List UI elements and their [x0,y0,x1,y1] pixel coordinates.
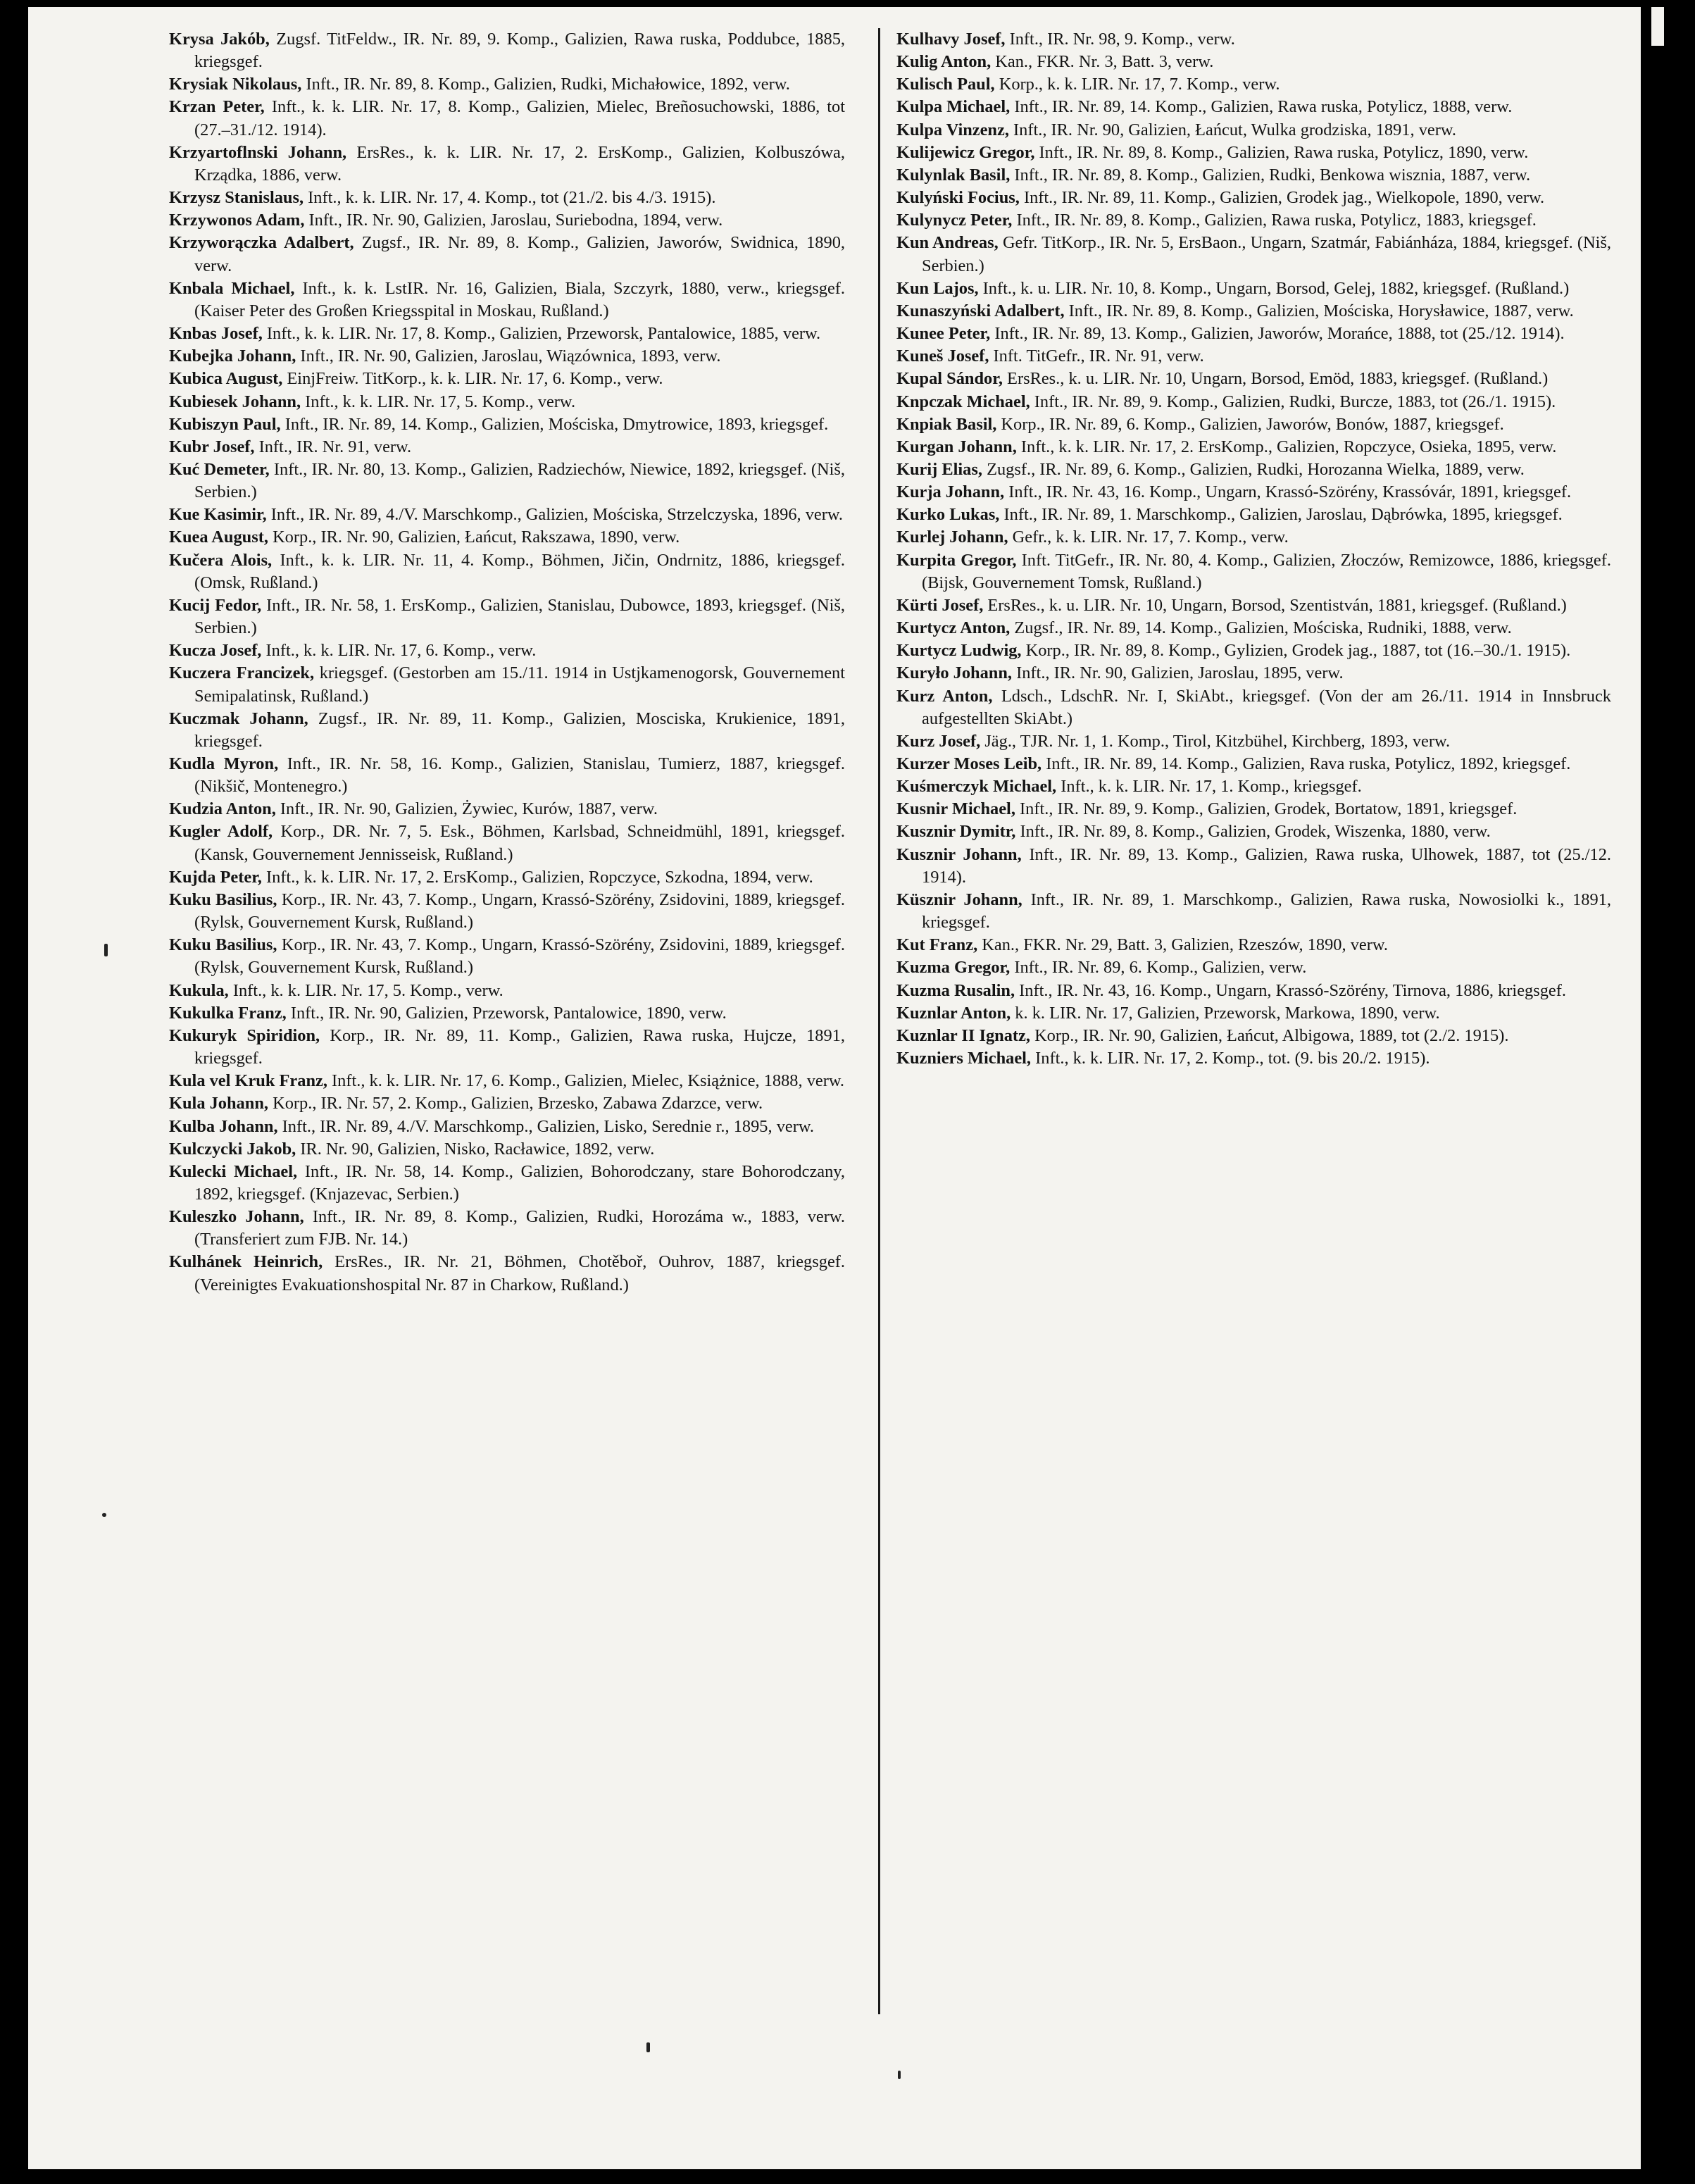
entry-details: Korp., k. k. LIR. Nr. 17, 7. Komp., verw. [994,75,1280,94]
entry-surname: Kuea August, [169,528,268,547]
entry-details: Inft., IR. Nr. 43, 16. Komp., Ungarn, Krassó-Szörény, Krassóvár, 1891, kriegsgef. [1004,482,1572,502]
entry-surname: Kulpa Michael, [896,97,1011,117]
register-entry [169,980,845,1002]
entry-surname: Kurzer Moses Leib, [896,754,1042,773]
entry-surname: Kukulka Franz, [169,1003,287,1023]
entry-surname: Kuzma Rusalin, [896,980,1015,1000]
scan-speck [104,944,108,956]
entry-details: Inft., k. k. LIR. Nr. 17, 2. Komp., tot. (9. bis 20./2. 1915). [1031,1049,1430,1068]
entry-surname: Kubiszyn Paul, [169,414,281,434]
register-entry [896,391,1611,413]
register-entry [169,28,845,73]
entry-details: Zugsf. TitFeldw., IR. Nr. 89, 9. Komp., Galizien, Rawa ruska, Poddubce, 1885, kriegsgef. [194,30,845,72]
register-entry [896,844,1611,889]
register-entry [896,1025,1611,1047]
register-entry [169,345,845,368]
entry-details: ErsRes., k. u. LIR. Nr. 10, Ungarn, Borsod, Emöd, 1883, kriegsgef. (Rußland.) [1002,369,1549,389]
entry-surname: Krysiak Nikolaus, [169,75,302,94]
entry-surname: Krzywonos Adam, [169,211,305,230]
register-entry [169,1206,845,1251]
entry-surname: Kuku Basilius, [169,890,277,909]
register-entry [896,142,1611,164]
entry-details: Gefr. TitKorp., IR. Nr. 5, ErsBaon., Ungarn, Szatmár, Fabiánháza, 1884, kriegsgef. (Niš, Serbien.) [922,233,1611,275]
entry-details: Korp., IR. Nr. 90, Galizien, Łańcut, Rakszawa, 1890, verw. [268,528,680,547]
register-entry [169,549,845,594]
entry-details: Inft., IR. Nr. 89, 8. Komp., Galizien, Rawa ruska, Potylicz, 1883, kriegsgef. [1012,211,1537,230]
register-entry [896,956,1611,979]
register-entry [169,526,845,549]
entry-details: Korp., IR. Nr. 89, 8. Komp., Gylizien, Grodek jag., 1887, tot (16.–30./1. 1915). [1021,641,1571,661]
register-entry [896,458,1611,481]
entry-details: Inft., IR. Nr. 89, 8. Komp., Galizien, Mościska, Horysławice, 1887, verw. [1064,301,1574,320]
entry-details: Inft., k. k. LstIR. Nr. 16, Galizien, Biala, Szczyrk, 1880, verw., kriegsgef. (Kaiser Peter des Großen Kriegsspital in Moskau, Rußland.) [194,278,845,320]
entry-details: Inft., k. k. LIR. Nr. 17, 4. Komp., tot (21./2. bis 4./3. 1915). [304,188,716,208]
entry-details: Inft., IR. Nr. 89, 8. Komp., Galizien, Rudki, Michałowice, 1892, verw. [301,75,790,94]
register-entry [169,1092,845,1115]
entry-details: Korp., IR. Nr. 43, 7. Komp., Ungarn, Krassó-Szörény, Zsidovini, 1889, kriegsgef. (Rylsk, Gouvernement Kursk, Rußland.) [194,935,845,978]
entry-details: Inft. TitGefr., IR. Nr. 91, verw. [989,347,1204,366]
register-entry [896,639,1611,662]
register-entry [896,685,1611,730]
entry-surname: Kuryło Johann, [896,663,1013,683]
register-entry [169,73,845,96]
entry-surname: Kusznir Dymitr, [896,822,1016,842]
column-divider [878,28,880,2014]
entry-details: Korp., IR. Nr. 89, 6. Komp., Galizien, Jaworów, Bonów, 1887, kriegsgef. [996,414,1504,434]
register-entry [169,753,845,798]
entry-surname: Kurlej Johann, [896,528,1008,547]
entry-surname: Kuznlar Anton, [896,1003,1011,1023]
register-entry [169,232,845,277]
entry-details: Inft., IR. Nr. 90, Galizien, Jaroslau, Suriebodna, 1894, verw. [304,211,723,230]
entry-surname: Kun Andreas, [896,233,999,253]
register-entry [896,277,1611,300]
entry-surname: Kue Kasimir, [169,505,267,525]
entry-details: Inft., IR. Nr. 98, 9. Komp., verw. [1005,30,1235,49]
entry-details: Inft., IR. Nr. 89, 1. Marschkomp., Galizien, Rawa ruska, Nowosiolki k., 1891, kriegsgef. [922,890,1611,932]
register-entry [169,1138,845,1161]
entry-details: Inft., k. k. LIR. Nr. 17, 2. ErsKomp., Galizien, Ropczyce, Osieka, 1895, verw. [1016,437,1557,456]
register-entry [169,820,845,866]
register-entry [169,96,845,141]
entry-surname: Kuku Basilius, [169,935,277,955]
entry-details: Gefr., k. k. LIR. Nr. 17, 7. Komp., verw. [1008,528,1289,547]
register-entry [896,934,1611,956]
register-entry [896,980,1611,1002]
entry-surname: Kučera Alois, [169,550,273,570]
entry-details: Korp., IR. Nr. 57, 2. Komp., Galizien, Brzesko, Zabawa Zdarzce, verw. [268,1094,763,1113]
register-entry [169,708,845,753]
entry-details: Jäg., TJR. Nr. 1, 1. Komp., Tirol, Kitzbühel, Kirchberg, 1893, verw. [980,731,1451,751]
register-entry [896,1047,1611,1070]
register-entry [896,300,1611,323]
entry-surname: Kurij Elias, [896,459,982,479]
entry-surname: Kuśmerczyk Michael, [896,777,1057,797]
entry-surname: Kulczycki Jakob, [169,1139,296,1159]
register-entry [169,639,845,662]
entry-surname: Kuć Demeter, [169,459,270,479]
entry-details: Zugsf., IR. Nr. 89, 6. Komp., Galizien, Rudki, Horozanna Wielka, 1889, verw. [982,459,1525,479]
register-entry [169,1070,845,1092]
right-column [896,28,1611,2127]
register-entry [169,504,845,526]
entry-surname: Kulynycz Peter, [896,211,1013,230]
entry-surname: Kulecki Michael, [169,1161,298,1181]
register-entry [896,96,1611,118]
entry-surname: Kucza Josef, [169,641,262,661]
entry-surname: Kuznlar II Ignatz, [896,1025,1030,1045]
entry-details: ErsRes., IR. Nr. 21, Böhmen, Chotěboř, Ouhrov, 1887, kriegsgef. (Vereinigtes Evakuationshospital Nr. 87 in Charkow, Rußland.) [194,1252,845,1294]
entry-surname: Kukula, [169,980,229,1000]
register-entry [169,1116,845,1138]
entry-surname: Kulba Johann, [169,1116,278,1136]
entry-surname: Kulisch Paul, [896,75,995,94]
register-entry [169,934,845,979]
entry-surname: Kuzniers Michael, [896,1049,1032,1068]
entry-details: Inft., IR. Nr. 58, 1. ErsKomp., Galizien, Stanislau, Dubowce, 1893, kriegsgef. (Niš, Serbien.) [194,595,845,638]
entry-surname: Kubejka Johann, [169,347,296,366]
register-entry [896,617,1611,639]
entry-details: Inft., IR. Nr. 89, 9. Komp., Galizien, Rudki, Burcze, 1883, tot (26./1. 1915). [1030,392,1556,411]
entry-surname: Kugler Adolf, [169,822,273,842]
register-entry [169,662,845,707]
entry-details: Inft., IR. Nr. 89, 13. Komp., Galizien, Rawa ruska, Ulhowek, 1887, tot (25./12. 1914). [922,844,1611,887]
entry-surname: Kut Franz, [896,935,978,955]
entry-details: Inft., IR. Nr. 89, 11. Komp., Galizien, Grodek jag., Wielkopole, 1890, verw. [1019,188,1545,208]
entry-surname: Kubica August, [169,369,283,389]
entry-details: Inft., k. k. LIR. Nr. 17, 6. Komp., Galizien, Mielec, Książnice, 1888, verw. [327,1071,844,1091]
entry-details: Ldsch., LdschR. Nr. I, SkiAbt., kriegsgef. (Von der am 26./11. 1914 in Innsbruck aufgestellten SkiAbt.) [922,686,1611,728]
entry-details: EinjFreiw. TitKorp., k. k. LIR. Nr. 17, 6. Komp., verw. [282,369,663,389]
entry-details: Inft., IR. Nr. 58, 16. Komp., Galizien, Stanislau, Tumierz, 1887, kriegsgef. (Nikšič, Montenegro.) [194,754,845,797]
register-entry [896,549,1611,594]
entry-surname: Kudla Myron, [169,754,279,773]
entry-details: Inft., IR. Nr. 89, 14. Komp., Galizien, Rava ruska, Potylicz, 1892, kriegsgef. [1042,754,1571,773]
register-entry [169,798,845,820]
entry-details: Korp., IR. Nr. 43, 7. Komp., Ungarn, Krassó-Szörény, Zsidovini, 1889, kriegsgef. (Rylsk, Gouvernement Kursk, Rußland.) [194,890,845,932]
entry-details: Inft., IR. Nr. 89, 9. Komp., Galizien, Grodek, Bortatow, 1891, kriegsgef. [1015,799,1518,819]
entry-details: Inft., IR. Nr. 89, 4./V. Marschkomp., Galizien, Lisko, Serednie r., 1895, verw. [277,1116,814,1136]
entry-details: Inft., k. k. LIR. Nr. 17, 8. Komp., Galizien, Przeworsk, Pantalowice, 1885, verw. [262,324,821,344]
entry-details: Inft., k. k. LIR. Nr. 17, 5. Komp., verw. [228,980,504,1000]
entry-surname: Kupal Sándor, [896,369,1003,389]
register-entry [169,323,845,345]
scan-speck [898,2071,901,2079]
entry-surname: Kurtycz Anton, [896,618,1011,638]
entry-surname: Kuczmak Johann, [169,709,308,728]
register-entry [896,504,1611,526]
entry-details: Inft., IR. Nr. 43, 16. Komp., Ungarn, Krassó-Szörény, Tirnova, 1886, kriegsgef. [1015,980,1566,1000]
entry-details: Inft., IR. Nr. 89, 13. Komp., Galizien, Jaworów, Morańce, 1888, tot (25./12. 1914). [990,324,1565,344]
entry-surname: Knbala Michael, [169,278,295,298]
scan-border [1641,0,1695,2184]
register-entry [169,391,845,413]
entry-surname: Kudzia Anton, [169,799,276,819]
entry-details: Inft., IR. Nr. 89, 8. Komp., Galizien, Rudki, Horozáma w., 1883, verw. (Transferiert zum FJB. Nr. 14.) [194,1207,845,1249]
entry-details: Korp., IR. Nr. 89, 11. Komp., Galizien, Rawa ruska, Hujcze, 1891, kriegsgef. [194,1025,845,1068]
entry-surname: Kürti Josef, [896,595,984,615]
register-entry [896,775,1611,798]
entry-surname: Kulig Anton, [896,52,992,72]
register-entry [896,119,1611,142]
register-entry [169,142,845,187]
entry-details: Inft., k. u. LIR. Nr. 10, 8. Komp., Ungarn, Borsod, Gelej, 1882, kriegsgef. (Rußland.) [978,278,1570,298]
entry-surname: Krzan Peter, [169,97,265,117]
entry-surname: Krzyworączka Adalbert, [169,233,354,253]
register-entry [896,889,1611,934]
entry-details: Inft., IR. Nr. 89, 8. Komp., Galizien, Grodek, Wiszenka, 1880, verw. [1015,822,1491,842]
entry-details: Inft., IR. Nr. 80, 13. Komp., Galizien, Radziechów, Niewice, 1892, kriegsgef. (Niš, Serbien.) [194,459,845,502]
register-entry [896,187,1611,209]
register-entry [896,232,1611,277]
entry-details: Inft., IR. Nr. 90, Galizien, Przeworsk, Pantalowice, 1890, verw. [286,1003,727,1023]
entry-details: k. k. LIR. Nr. 17, Galizien, Przeworsk, Markowa, 1890, verw. [1011,1003,1440,1023]
entry-surname: Kunee Peter, [896,324,991,344]
entry-details: Inft., k. k. LIR. Nr. 17, 6. Komp., verw. [261,641,537,661]
entry-surname: Kuzma Gregor, [896,958,1011,978]
register-entry [896,436,1611,458]
entry-surname: Kulijewicz Gregor, [896,142,1035,162]
entry-surname: Kulhavy Josef, [896,30,1006,49]
register-entry [169,594,845,639]
entry-details: Zugsf., IR. Nr. 89, 11. Komp., Galizien, Mosciska, Krukienice, 1891, kriegsgef. [194,709,845,751]
entry-surname: Kulhánek Heinrich, [169,1252,323,1272]
entry-surname: Knpczak Michael, [896,392,1030,411]
scan-speck [102,1513,106,1517]
register-entry [896,730,1611,753]
register-entry [169,209,845,232]
entry-surname: Krysa Jakób, [169,30,270,49]
register-entry [896,662,1611,685]
scan-speck [646,2042,650,2052]
entry-details: Inft., IR. Nr. 89, 14. Komp., Galizien, Rawa ruska, Potylicz, 1888, verw. [1010,97,1513,117]
register-entry [896,594,1611,617]
entry-surname: Kurpita Gregor, [896,550,1017,570]
register-entry [896,164,1611,187]
entry-details: kriegsgef. (Gestorben am 15./11. 1914 in Ustjkamenogorsk, Gouvernement Semipalatinsk, Rußland.) [194,663,845,706]
entry-details: Inft., IR. Nr. 58, 14. Komp., Galizien, Bohorodczany, stare Bohorodczany, 1892, kriegsgef. (Knjazevac, Serbien.) [194,1161,845,1204]
entry-details: Inft., IR. Nr. 89, 4./V. Marschkomp., Galizien, Mościska, Strzelczyska, 1896, verw. [266,505,843,525]
register-entry [896,753,1611,775]
entry-surname: Küsznir Johann, [896,890,1022,909]
entry-details: Inft., IR. Nr. 89, 6. Komp., Galizien, verw. [1010,958,1307,978]
register-entry [169,866,845,889]
entry-details: Kan., FKR. Nr. 3, Batt. 3, verw. [991,52,1214,72]
entry-surname: Kulyński Focius, [896,188,1020,208]
entry-surname: Kunaszyński Adalbert, [896,301,1065,320]
entry-details: Korp., DR. Nr. 7, 5. Esk., Böhmen, Karlsbad, Schneidmühl, 1891, kriegsgef. (Kansk, Gouvernement Jennisseisk, Rußland.) [194,822,845,864]
entry-details: Zugsf., IR. Nr. 89, 8. Komp., Galizien, Jaworów, Swidnica, 1890, verw. [194,233,845,275]
entry-surname: Kusznir Johann, [896,844,1022,864]
entry-surname: Kurgan Johann, [896,437,1017,456]
entry-surname: Kurtycz Ludwig, [896,641,1022,661]
register-entry [169,436,845,458]
register-entry [896,481,1611,504]
entry-details: Inft., IR. Nr. 89, 1. Marschkomp., Galizien, Jaroslau, Dąbrówka, 1895, kriegsgef. [999,505,1563,525]
entry-surname: Kurko Lukas, [896,505,1000,525]
register-entry [169,1002,845,1025]
register-entry [169,1161,845,1206]
entry-details: Inft., k. k. LIR. Nr. 17, 5. Komp., verw. [301,392,576,411]
entry-details: Inft., k. k. LIR. Nr. 17, 1. Komp., kriegsgef. [1056,777,1362,797]
entry-surname: Kubr Josef, [169,437,255,456]
register-entry [169,1025,845,1070]
entry-details: Inft., IR. Nr. 90, Galizien, Jaroslau, 1895, verw. [1012,663,1344,683]
entry-surname: Kurz Anton, [896,686,993,706]
entry-details: Zugsf., IR. Nr. 89, 14. Komp., Galizien, Mościska, Rudniki, 1888, verw. [1010,618,1512,638]
register-entry [896,51,1611,73]
register-entry [169,187,845,209]
entry-details: Inft., IR. Nr. 90, Galizien, Jaroslau, Wiązównica, 1893, verw. [296,347,721,366]
register-entry [896,413,1611,436]
register-entry [896,73,1611,96]
entry-details: Inft. TitGefr., IR. Nr. 80, 4. Komp., Galizien, Złoczów, Remizowce, 1886, kriegsgef. (Bijsk, Gouvernement Tomsk, Rußland.) [922,550,1611,592]
register-entry [896,209,1611,232]
entry-surname: Kubiesek Johann, [169,392,301,411]
entry-details: ErsRes., k. k. LIR. Nr. 17, 2. ErsKomp., Galizien, Kolbuszówa, Krządka, 1886, verw. [194,142,845,185]
register-entry [169,277,845,323]
entry-surname: Knbas Josef, [169,324,263,344]
entry-details: Kan., FKR. Nr. 29, Batt. 3, Galizien, Rzeszów, 1890, verw. [977,935,1388,955]
entry-surname: Krzyartoflnski Johann, [169,142,347,162]
register-entry [169,413,845,436]
entry-details: ErsRes., k. u. LIR. Nr. 10, Ungarn, Borsod, Szentistván, 1881, kriegsgef. (Rußland.) [983,595,1567,615]
register-entry [896,28,1611,51]
register-entry [896,345,1611,368]
entry-details: Inft., k. k. LIR. Nr. 11, 4. Komp., Böhmen, Jičin, Ondrnitz, 1886, kriegsgef. (Omsk, Rußland.) [194,550,845,592]
entry-surname: Knpiak Basil, [896,414,997,434]
entry-surname: Kujda Peter, [169,867,262,887]
entry-surname: Kulynlak Basil, [896,165,1011,185]
register-entry [896,368,1611,390]
entry-surname: Kuleszko Johann, [169,1207,304,1227]
register-entry [169,889,845,934]
entry-surname: Kuczera Francizek, [169,663,315,683]
entry-details: IR. Nr. 90, Galizien, Nisko, Racławice, 1892, verw. [296,1139,655,1159]
entry-details: Inft., k. k. LIR. Nr. 17, 8. Komp., Galizien, Mielec, Breñosuchowski, 1886, tot (27.–31./12. 1914). [194,97,845,139]
entry-details: Inft., IR. Nr. 91, verw. [254,437,412,456]
entry-surname: Kukuryk Spiridion, [169,1025,320,1045]
entry-surname: Kula Johann, [169,1094,268,1113]
entry-surname: Kusnir Michael, [896,799,1015,819]
entry-surname: Krzysz Stanislaus, [169,188,304,208]
register-entry [896,798,1611,820]
register-entry [896,323,1611,345]
entry-details: Inft., IR. Nr. 89, 8. Komp., Galizien, Rawa ruska, Potylicz, 1890, verw. [1034,142,1529,162]
register-entry [169,458,845,504]
scan-border-tab [1651,7,1664,46]
register-entry [896,820,1611,843]
entry-details: Inft., IR. Nr. 89, 14. Komp., Galizien, Mościska, Dmytrowice, 1893, kriegsgef. [280,414,829,434]
entry-surname: Kurja Johann, [896,482,1005,502]
entry-details: Inft., k. k. LIR. Nr. 17, 2. ErsKomp., Galizien, Ropczyce, Szkodna, 1894, verw. [261,867,813,887]
entry-details: Inft., IR. Nr. 90, Galizien, Żywiec, Kurów, 1887, verw. [275,799,658,819]
left-column [169,28,845,2127]
entry-surname: Kurz Josef, [896,731,981,751]
entry-surname: Kuneš Josef, [896,347,989,366]
entry-surname: Kula vel Kruk Franz, [169,1071,327,1091]
entry-details: Korp., IR. Nr. 90, Galizien, Łańcut, Albigowa, 1889, tot (2./2. 1915). [1030,1025,1509,1045]
entry-surname: Kulpa Vinzenz, [896,120,1009,139]
register-entry [896,526,1611,549]
entry-surname: Kucij Fedor, [169,595,262,615]
register-entry [169,368,845,390]
entry-details: Inft., IR. Nr. 90, Galizien, Łańcut, Wulka grodziska, 1891, verw. [1008,120,1456,139]
register-entry [896,1002,1611,1025]
entry-surname: Kun Lajos, [896,278,979,298]
entry-details: Inft., IR. Nr. 89, 8. Komp., Galizien, Rudki, Benkowa wisznia, 1887, verw. [1010,165,1531,185]
register-entry [169,1251,845,1296]
